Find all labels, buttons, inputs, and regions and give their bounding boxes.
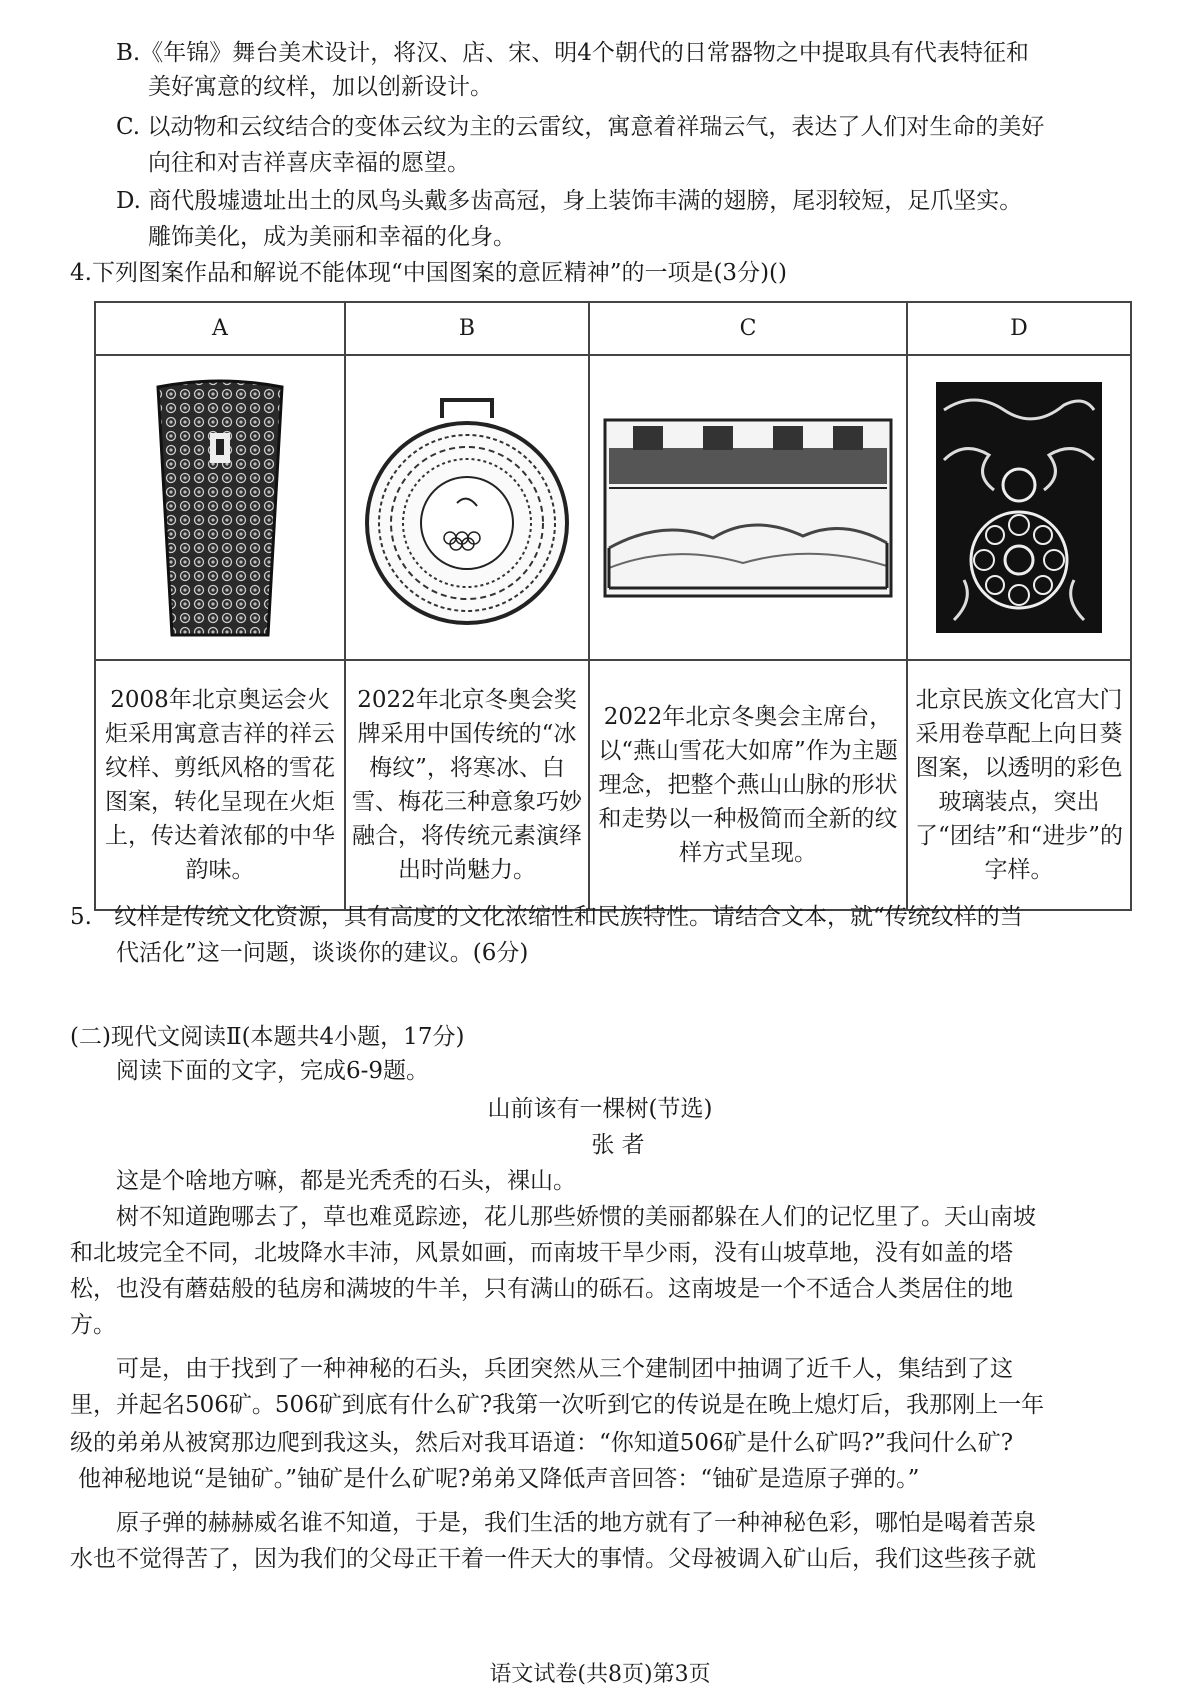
medal-pattern-image	[362, 388, 572, 628]
header-d: D	[907, 302, 1131, 355]
table-image-row	[95, 355, 1131, 660]
passage-line: 松，也没有蘑菇般的毡房和满坡的牛羊，只有满山的砾石。这南坡是一个不适合人类居住的地	[70, 1276, 1013, 1302]
option-c-line1: C. 以动物和云纹结合的变体云纹为主的云雷纹，寓意着祥瑞云气，表达了人们对生命的美好	[116, 114, 1045, 140]
section-instruction: 阅读下面的文字，完成6-9题。	[116, 1058, 430, 1084]
passage-line: 可是，由于找到了一种神秘的石头，兵团突然从三个建制团中抽调了近千人，集结到了这	[116, 1356, 1013, 1382]
option-c-label: C.	[116, 114, 141, 140]
image-cell-b	[345, 355, 589, 660]
header-c: C	[589, 302, 907, 355]
question-5-line1: 5. 纹样是传统文化资源，具有高度的文化浓缩性和民族特性。请结合文本，就“传统纹样的当	[70, 904, 1023, 930]
passage-line: 原子弹的赫赫威名谁不知道，于是，我们生活的地方就有了一种神秘色彩，哪怕是喝着苦泉	[116, 1510, 1036, 1536]
passage-line: 级的弟弟从被窝那边爬到我这头，然后对我耳语道：“你知道506矿是什么矿吗?”我问什么矿?	[70, 1430, 1014, 1456]
image-cell-c	[589, 355, 907, 660]
caption-b: 2022年北京冬奥会奖牌采用中国传统的“冰梅纹”，将寒冰、白雪、梅花三种意象巧妙融合，将传统元素演绎出时尚魅力。	[345, 660, 589, 910]
section-heading: (二)现代文阅读Ⅱ(本题共4小题，17分)	[70, 1024, 465, 1050]
option-b-line2: 美好寓意的纹样，加以创新设计。	[148, 74, 493, 100]
option-d-label: D.	[116, 188, 141, 214]
caption-a: 2008年北京奥运会火炬采用寓意吉祥的祥云纹样、剪纸风格的雪花图案，转化呈现在火炬上，传达着浓郁的中华韵味。	[95, 660, 345, 910]
header-a: A	[95, 302, 345, 355]
page-footer: 语文试卷(共8页)第3页	[489, 1662, 711, 1687]
passage-line: 这是个啥地方嘛，都是光秃秃的石头，裸山。	[116, 1168, 576, 1194]
podium-pattern-image	[603, 418, 893, 598]
passage-title: 山前该有一棵树(节选)	[487, 1096, 713, 1122]
header-b: B	[345, 302, 589, 355]
passage-line: 和北坡完全不同，北坡降水丰沛，风景如画，而南坡干旱少雨，没有山坡草地，没有如盖的塔	[70, 1240, 1013, 1266]
image-cell-a	[95, 355, 345, 660]
question-4-text: 4.下列图案作品和解说不能体现“中国图案的意匠精神”的一项是(3分)()	[70, 260, 787, 286]
option-c-line2: 向往和对吉祥喜庆幸福的愿望。	[148, 150, 470, 176]
option-b-line1: B.《年锦》舞台美术设计，将汉、店、宋、明4个朝代的日常器物之中提取具有代表特征和	[116, 40, 1029, 66]
question-5-line2: 代活化”这一问题，谈谈你的建议。(6分)	[116, 940, 529, 966]
table-caption-row	[95, 660, 1131, 910]
option-d-line1: D. 商代殷墟遗址出土的凤鸟头戴多齿高冠，身上装饰丰满的翅膀，尾羽较短，足爪坚实。	[116, 188, 1023, 214]
passage-line: 里，并起名506矿。506矿到底有什么矿?我第一次听到它的传说是在晚上熄灯后，我那刚上一年	[70, 1392, 1045, 1418]
passage-line: 方。	[70, 1312, 116, 1338]
option-d-line2: 雕饰美化，成为美丽和幸福的化身。	[148, 224, 516, 250]
gate-pattern-image	[934, 380, 1104, 635]
caption-d: 北京民族文化宫大门采用卷草配上向日葵图案，以透明的彩色玻璃装点，突出了“团结”和“进步”的字样。	[907, 660, 1131, 910]
passage-author: 张 者	[591, 1132, 645, 1158]
passage-line: 他神秘地说“是铀矿。”铀矿是什么矿呢?弟弟又降低声音回答：“铀矿是造原子弹的。”	[78, 1466, 920, 1492]
caption-c: 2022年北京冬奥会主席台，以“燕山雪花大如席”作为主题理念，把整个燕山山脉的形状和走势以一种极简而全新的纹样方式呈现。	[589, 660, 907, 910]
question-5-number: 5.	[70, 904, 92, 930]
torch-pattern-image	[150, 373, 290, 643]
option-b-label: B.	[116, 40, 141, 66]
passage-line: 水也不觉得苦了，因为我们的父母正干着一件天大的事情。父母被调入矿山后，我们这些孩子就	[70, 1546, 1036, 1572]
question-4-table	[94, 301, 1132, 911]
image-cell-d	[907, 355, 1131, 660]
passage-line: 树不知道跑哪去了，草也难觅踪迹，花儿那些娇惯的美丽都躲在人们的记忆里了。天山南坡	[116, 1204, 1036, 1230]
table-header-row	[95, 302, 1131, 355]
